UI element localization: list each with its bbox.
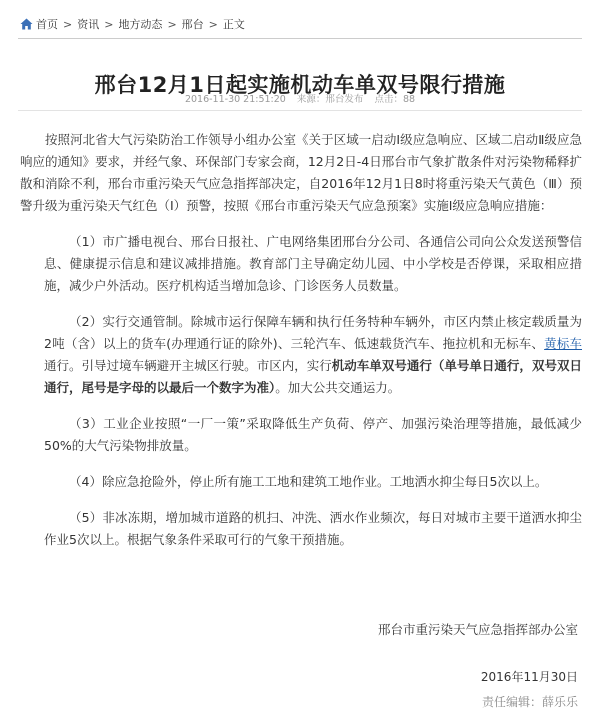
measure-5: （5）非冰冻期，增加城市道路的机扫、冲洗、洒水作业频次，每日对城市主要干道洒水抑尘作业5次以上。根据气象条件采取可行的气象干预措施。 [44, 510, 582, 547]
breadcrumb-local-news[interactable]: 地方动态 [118, 18, 163, 31]
article-source: 来源：邢台发布 [296, 94, 364, 105]
article-date: 2016-11-30 21:51:20 [184, 94, 286, 105]
article-meta [0, 91, 600, 105]
breadcrumb-current: 正文 [222, 18, 245, 31]
measure-2 [44, 311, 582, 399]
odd-even-rule: 机动车单双号通行（单号单日通行，双号双日通行，尾号是字母的以最后一个数字为准） [44, 358, 582, 395]
home-icon[interactable] [20, 18, 33, 30]
article-body [20, 129, 582, 565]
breadcrumb-separator: > [104, 17, 114, 31]
measure-2-text-b: 通行。引导过境车辆避开主城区行驶。市区内，实行 [44, 358, 332, 373]
article-intro: 按照河北省大气污染防治工作领导小组办公室《关于区域一启动Ⅰ级应急响应、区域二启动Ⅱ级应急响应的通知》要求，并经气象、环保部门专家会商，12月2日-4日邢台市气象扩散条件对污染物稀释扩散和消除不利，邢台市重污染天气应急指挥部决定，自2016年12月1日8时将重污染天气黄色（Ⅲ）预警升级为重污染天气红色（Ⅰ）预警，按照《邢台市重污染天气应急预案》实施Ⅰ级应急响应措施： [20, 132, 582, 213]
meta-divider [18, 110, 582, 111]
measure-2-text-c: 。加大公共交通运力。 [275, 380, 401, 395]
issuer-signature: 邢台市重污染天气应急指挥部办公室 [377, 622, 578, 637]
breadcrumb-separator: > [208, 17, 218, 31]
issue-date: 2016年11月30日 [480, 670, 578, 684]
breadcrumb-home[interactable]: 首页 [36, 18, 58, 31]
breadcrumb [20, 16, 245, 32]
breadcrumb-separator: > [167, 17, 177, 31]
breadcrumb-news[interactable]: 资讯 [77, 18, 100, 31]
breadcrumb-separator: > [63, 17, 73, 31]
measure-2-text-a: （2）实行交通管制。除城市运行保障车辆和执行任务特种车辆外，市区内禁止核定载质量为2吨（含）以上的货车(办理通行证的除外)、三轮汽车、低速载货汽车、拖拉机和无标车、 [44, 314, 582, 351]
responsible-editor: 责任编辑：薛乐乐 [481, 695, 578, 709]
measure-1: （1）市广播电视台、邢台日报社、广电网络集团邢台分公司、各通信公司向公众发送预警信息、健康提示信息和建议减排措施。教育部门主导确定幼儿园、中小学校是否停课，采取相应措施，减少户外活动。医疗机构适当增加急诊、门诊医务人员数量。 [44, 234, 582, 293]
breadcrumb-divider [18, 38, 582, 39]
measure-3: （3）工业企业按照“一厂一策”采取降低生产负荷、停产、加强污染治理等措施，最低减少50%的大气污染物排放量。 [44, 416, 582, 453]
measure-4: （4）除应急抢险外，停止所有施工工地和建筑工地作业。工地洒水抑尘每日5次以上。 [69, 474, 548, 489]
article-title: 邢台12月1日起实施机动车单双号限行措施 [94, 73, 506, 98]
yellow-label-car-link[interactable]: 黄标车 [544, 336, 582, 351]
breadcrumb-xingtai[interactable]: 邢台 [181, 18, 204, 31]
article-clicks: 点击：88 [374, 94, 416, 105]
